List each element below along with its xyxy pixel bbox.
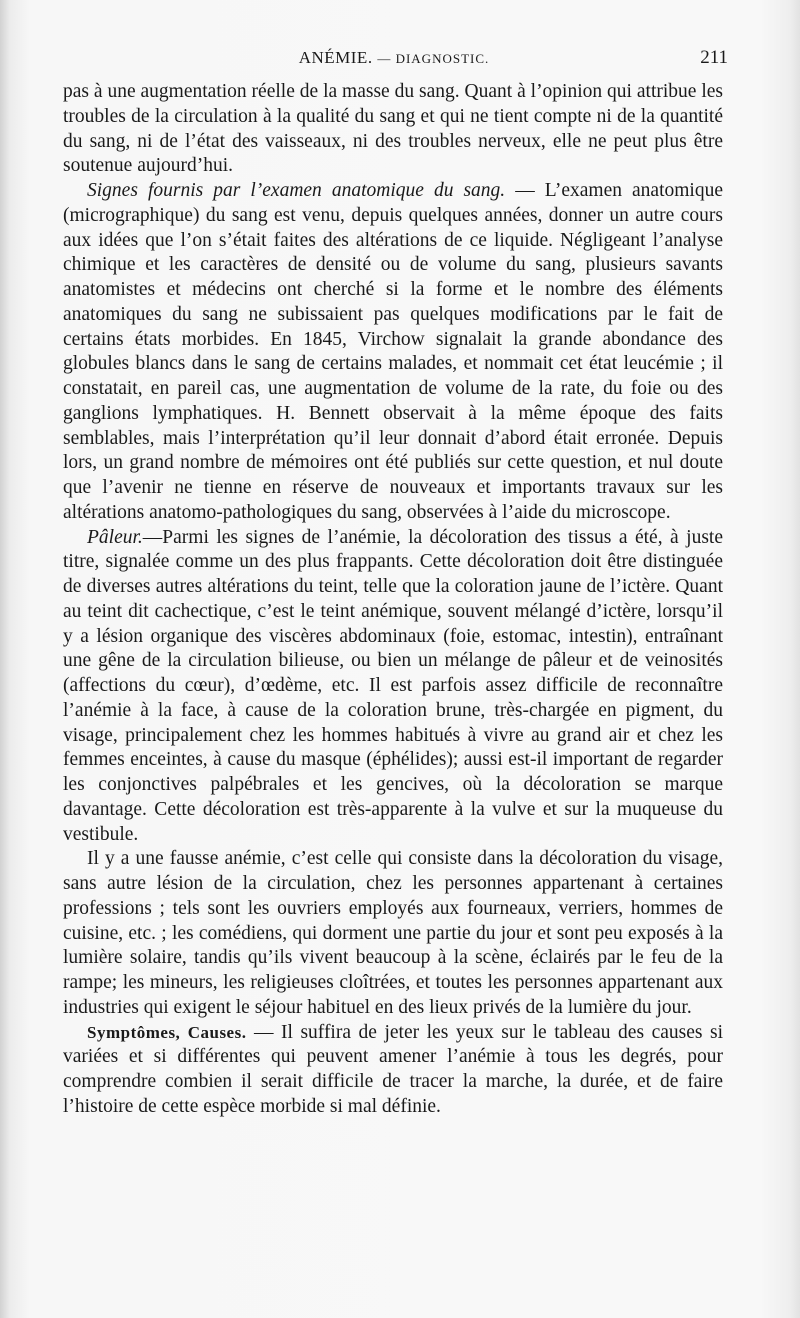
- paragraph-symptomes: [63, 1021, 723, 1120]
- paragraph-text: — Il suffira de jeter les yeux sur le tableau des causes si variées et si différentes qui peuvent amener l’anémie à tous les degrés, pour comprendre combien il serait difficile de tracer la marche, la durée, et de faire l’histoire de cette espèce morbide si mal définie.: [63, 1021, 723, 1117]
- running-title-main: ANÉMIE.: [298, 48, 373, 67]
- paragraph-anatomical-exam: [63, 179, 723, 526]
- paragraph-heading: Pâleur.: [87, 526, 143, 548]
- paragraph-continuation: [63, 80, 723, 179]
- paragraph-text: — L’examen anatomique (micrographique) du sang est venu, depuis quelques années, donner un autre cours aux idées que l’on s’était faites des altérations de ce liquide. Négligeant l’analyse chimique et les caractères de densité ou de volume du sang, plusieurs savants anatomistes et médecins ont cherché si la forme et le nombre des éléments anatomiques du sang ne subissaient pas quelques modifications par le fait de certains états morbides. En 1845, Virchow signalait la grande abondance des globules blancs dans le sang de certains malades, et nommait cet état leucémie ; il constatait, en pareil cas, une augmentation de volume de la rate, du foie ou des ganglions lymphatiques. H. Bennett observait à la même époque des faits semblables, mais l’interprétation qu’il leur donnait d’abord était erronée. Depuis lors, un grand nombre de mémoires ont été publiés sur cette question, et nul doute que l’avenir ne tienne en réserve de nouveaux et importants travaux sur les altérations anatomo-pathologiques du sang, observées à l’aide du microscope.: [63, 180, 723, 523]
- running-title: [60, 48, 728, 68]
- page-number: 211: [700, 47, 728, 68]
- paragraph-paleur: [63, 526, 723, 848]
- paragraph-fausse-anemie: [63, 847, 723, 1020]
- paragraph-heading: Signes fournis par l’examen anatomique du sang.: [87, 180, 506, 201]
- paragraph-heading: Symptômes, Causes.: [87, 1022, 247, 1042]
- body-text: [63, 80, 723, 1120]
- running-title-section: — DIAGNOSTIC.: [377, 51, 490, 66]
- paragraph-text: —Parmi les signes de l’anémie, la décoloration des tissus a été, à juste titre, signalée comme un des plus frappants. Cette décoloration doit être distinguée de diverses autres altérations du teint, telle que la coloration jaune de l’ictère. Quant au teint dit cachectique, c’est le teint anémique, souvent mélangé d’ictère, lorsqu’il y a lésion organique des viscères abdominaux (foie, estomac, intestin), entraînant une gêne de la circulation bilieuse, ou bien un mélange de pâleur et de veinosités (affections du cœur), d’œdème, etc. Il est parfois assez difficile de reconnaître l’anémie à la face, à cause de la coloration brune, très-chargée en pigment, du visage, principalement chez les hommes habitués à vivre au grand air et chez les femmes enceintes, à cause du masque (éphélides); aussi est-il important de regarder les conjonctives palpébrales et les gencives, où la décoloration se marque davantage. Cette décoloration est très-apparente à la vulve et sur la muqueuse du vestibule.: [63, 526, 723, 845]
- page-header: [60, 48, 728, 74]
- paragraph-text: pas à une augmentation réelle de la masse du sang. Quant à l’opinion qui attribue les troubles de la circulation à la qualité du sang et qui ne tient compte ni de la quantité du sang, ni de l’état des vaisseaux, ni des troubles nerveux, elle ne peut plus être soutenue aujourd’hui.: [63, 81, 723, 177]
- paragraph-text: Il y a une fausse anémie, c’est celle qui consiste dans la décoloration du visage, sans autre lésion de la circulation, chez les personnes appartenant à certaines professions ; tels sont les ouvriers employés aux fourneaux, verriers, hommes de cuisine, etc. ; les comédiens, qui dorment une partie du jour et sont peu exposés à la lumière solaire, tandis qu’ils vivent beaucoup à la scène, éclairés par le feu de la rampe; les mineurs, les religieuses cloîtrées, et toutes les personnes appartenant aux industries qui exigent le séjour habituel en des lieux privés de la lumière du jour.: [63, 848, 723, 1018]
